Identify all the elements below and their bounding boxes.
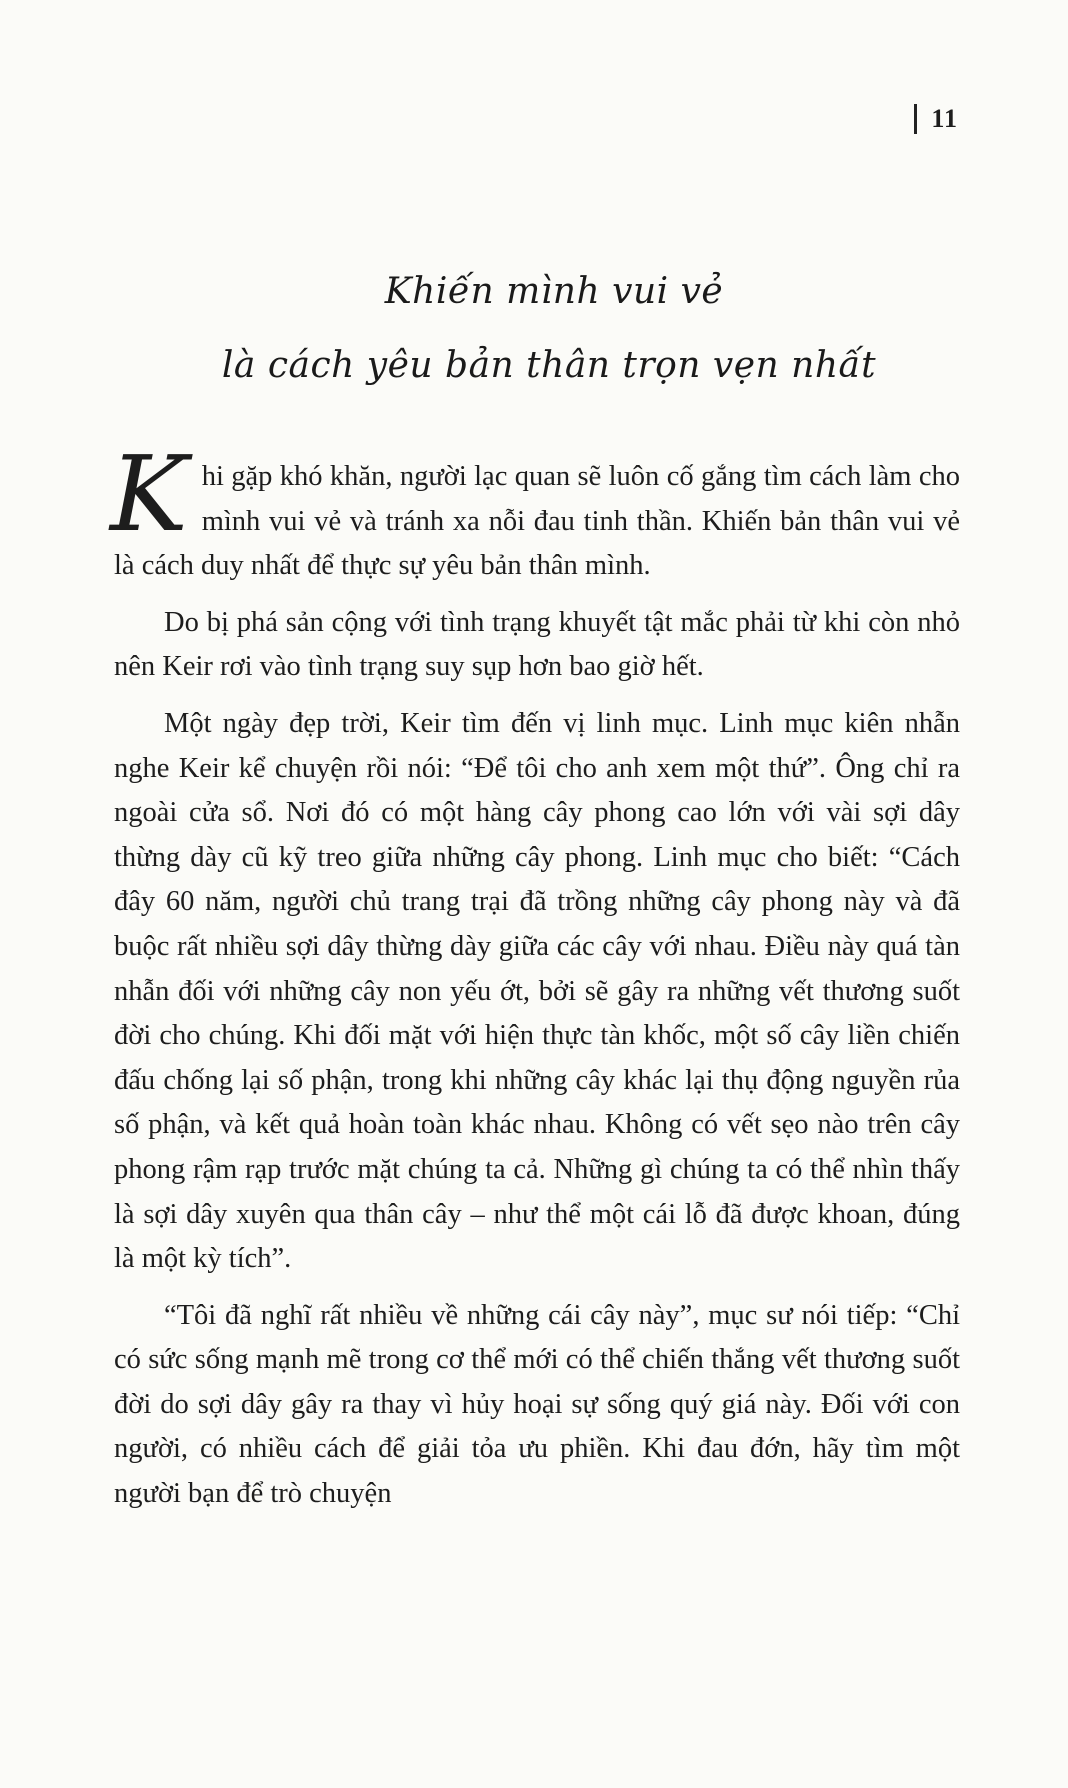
paragraph-1-text: hi gặp khó khăn, người lạc quan sẽ luôn cố gắng tìm cách làm cho mình vui vẻ và tránh xa nỗi đau tinh thần. Khiến bản thân vui vẻ là cách duy nhất để thực sự yêu bản thân mình. xyxy=(114,461,960,582)
chapter-title-line-2: là cách yêu bản thân trọn vẹn nhất xyxy=(221,345,877,386)
page-header xyxy=(914,104,958,134)
header-divider xyxy=(914,104,917,134)
chapter-title xyxy=(0,255,1068,403)
paragraph-4: “Tôi đã nghĩ rất nhiều về những cái cây này”, mục sư nói tiếp: “Chỉ có sức sống mạnh mẽ trong cơ thể mới có thể chiến thắng vết thương suốt đời do sợi dây gây ra thay vì hủy hoại sự sống quý giá này. Đối với con người, có nhiều cách để giải tỏa ưu phiền. Khi đau đớn, hãy tìm một người bạn để trò chuyện xyxy=(114,1299,960,1510)
paragraph-2: Do bị phá sản cộng với tình trạng khuyết tật mắc phải từ khi còn nhỏ nên Keir rơi vào tình trạng suy sụp hơn bao giờ hết. xyxy=(114,606,960,683)
chapter-title-line-1: Khiến mình vui vẻ xyxy=(384,271,724,312)
body-text xyxy=(110,433,960,1529)
paragraph-3: Một ngày đẹp trời, Keir tìm đến vị linh mục. Linh mục kiên nhẫn nghe Keir kể chuyện rồi nói: “Để tôi cho anh xem một thứ”. Ông chỉ ra ngoài cửa sổ. Nơi đó có một hàng cây phong cao lớn với vài sợi dây thừng dày cũ kỹ treo giữa những cây phong. Linh mục cho biết: “Cách đây 60 năm, người chủ trang trại đã trồng những cây phong này và đã buộc rất nhiều sợi dây thừng dày giữa các cây với nhau. Điều này quá tàn nhẫn đối với những cây non yếu ớt, bởi sẽ gây ra những vết thương suốt đời cho chúng. Khi đối mặt với hiện thực tàn khốc, một số cây liền chiến đấu chống lại số phận, trong khi những cây khác lại thụ động nguyền rủa số phận, và kết quả hoàn toàn khác nhau. Không có vết sẹo nào trên cây phong rậm rạp trước mặt chúng ta cả. Những gì chúng ta có thể nhìn thấy là sợi dây xuyên qua thân cây – như thể một cái lỗ đã được khoan, đúng là một kỳ tích”. xyxy=(114,707,960,1275)
paragraph-1 xyxy=(110,433,960,589)
page-number: 11 xyxy=(931,104,958,133)
drop-cap: K xyxy=(110,433,188,555)
